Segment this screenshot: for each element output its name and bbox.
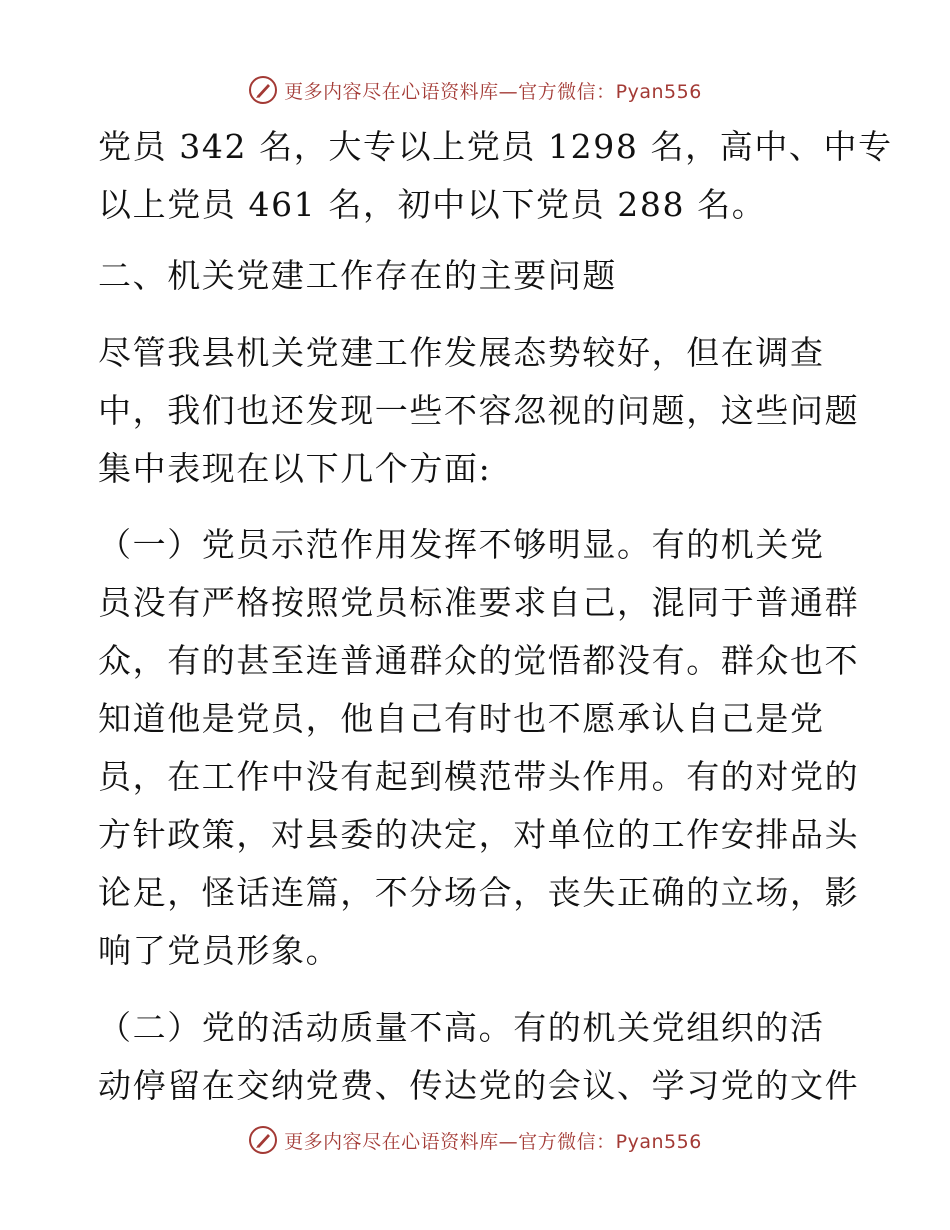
text-line: 众，有的甚至连普通群众的觉悟都没有。群众也不 xyxy=(98,641,860,680)
text-line: （一）党员示范作用发挥不够明显。有的机关党 xyxy=(98,525,825,564)
quill-pen-logo-icon xyxy=(248,1125,278,1155)
header-watermark xyxy=(0,70,950,110)
text-line: 党员 342 名，大专以上党员 1298 名，高中、中专 xyxy=(98,127,893,166)
text-line: 尽管我县机关党建工作发展态势较好，但在调查 xyxy=(98,333,825,372)
section-heading: 二、机关党建工作存在的主要问题 xyxy=(98,256,617,295)
text-line: （二）党的活动质量不高。有的机关党组织的活 xyxy=(98,1008,825,1047)
text-line: 方针政策，对县委的决定，对单位的工作安排品头 xyxy=(98,815,860,854)
text-line: 知道他是党员，他自己有时也不愿承认自己是党 xyxy=(98,699,825,738)
watermark-text: 更多内容尽在心语资料库—官方微信：Pyan556 xyxy=(284,80,702,103)
text-line: 集中表现在以下几个方面: xyxy=(98,449,492,488)
text-line: 论足，怪话连篇，不分场合，丧失正确的立场，影 xyxy=(98,873,860,912)
text-line: 员，在工作中没有起到模范带头作用。有的对党的 xyxy=(98,757,860,796)
text-line: 以上党员 461 名，初中以下党员 288 名。 xyxy=(98,185,767,224)
text-line: 员没有严格按照党员标准要求自己，混同于普通群 xyxy=(98,583,860,622)
footer-watermark xyxy=(0,1120,950,1160)
quill-pen-logo-icon xyxy=(248,75,278,105)
text-line: 响了党员形象。 xyxy=(98,931,341,970)
watermark-text: 更多内容尽在心语资料库—官方微信：Pyan556 xyxy=(284,1130,702,1153)
text-line: 动停留在交纳党费、传达党的会议、学习党的文件 xyxy=(98,1066,860,1105)
text-line: 中，我们也还发现一些不容忽视的问题，这些问题 xyxy=(98,391,860,430)
